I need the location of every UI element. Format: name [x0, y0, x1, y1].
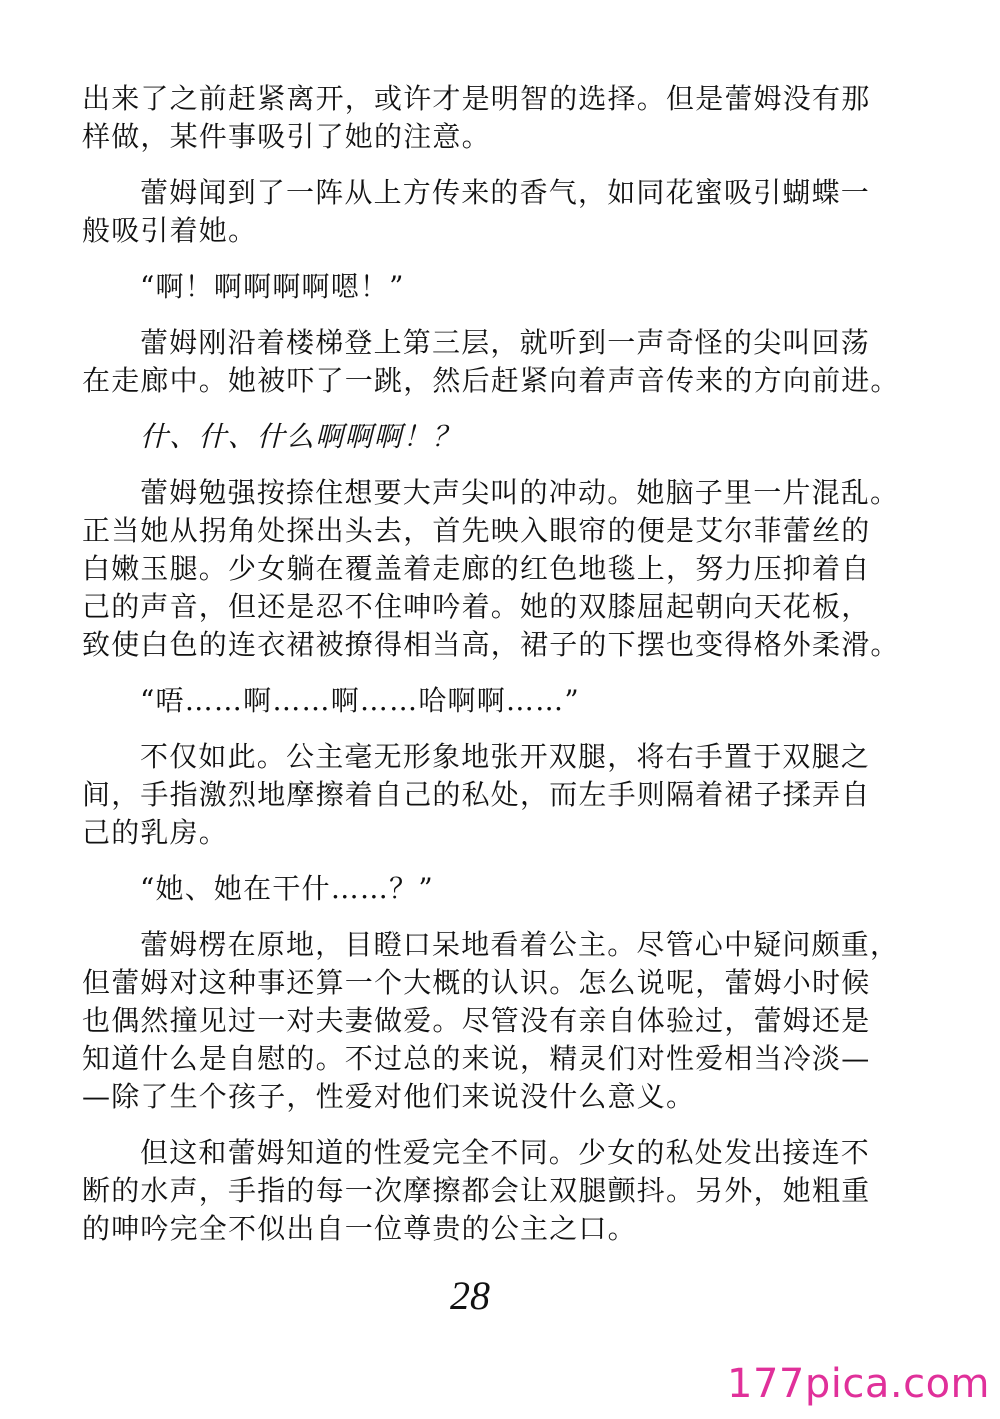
paragraph: [82, 324, 900, 400]
paragraph: [82, 174, 872, 250]
text-line: “唔……啊……啊……哈啊啊……”: [140, 684, 580, 717]
text-line: —除了生个孩子，性爱对他们来说没什么意义。: [82, 1080, 696, 1113]
text-line: 蕾姆勉强按捺住想要大声尖叫的冲动。她脑子里一片混乱。: [140, 476, 900, 509]
text-line: 也偶然撞见过一对夫妻做爱。尽管没有亲自体验过，蕾姆还是: [82, 1004, 871, 1037]
paragraph: [82, 268, 872, 306]
text-line: 蕾姆刚沿着楼梯登上第三层，就听到一声奇怪的尖叫回荡: [140, 326, 871, 359]
text-line: 致使白色的连衣裙被撩得相当高，裙子的下摆也变得格外柔滑。: [82, 628, 900, 661]
text-line: 己的乳房。: [82, 816, 229, 849]
paragraph: [82, 870, 872, 908]
paragraph: [82, 474, 900, 664]
text-line: 在走廊中。她被吓了一跳，然后赶紧向着声音传来的方向前进。: [82, 364, 900, 397]
text-line: 断的水声，手指的每一次摩擦都会让双腿颤抖。另外，她粗重: [82, 1174, 871, 1207]
paragraph: [82, 682, 872, 720]
watermark-text: 177pica.com: [727, 1361, 990, 1407]
paragraph: [82, 738, 872, 852]
text-line: 不仅如此。公主毫无形象地张开双腿，将右手置于双腿之: [140, 740, 871, 773]
text-line: 但这和蕾姆知道的性爱完全不同。少女的私处发出接连不: [140, 1136, 871, 1169]
text-line: 出来了之前赶紧离开，或许才是明智的选择。但是蕾姆没有那: [82, 82, 871, 115]
page-number: 28: [450, 1273, 490, 1318]
body-text: [82, 80, 900, 1266]
text-line: “她、她在干什……？”: [140, 872, 434, 905]
paragraph: [82, 80, 872, 156]
text-line: 白嫩玉腿。少女躺在覆盖着走廊的红色地毯上，努力压抑着自: [82, 552, 871, 585]
text-line: 蕾姆楞在原地，目瞪口呆地看着公主。尽管心中疑问颇重，: [140, 928, 900, 961]
text-line: 正当她从拐角处探出头去，首先映入眼帘的便是艾尔菲蕾丝的: [82, 514, 871, 547]
text-line: 间，手指激烈地摩擦着自己的私处，而左手则隔着裙子揉弄自: [82, 778, 871, 811]
text-line: 蕾姆闻到了一阵从上方传来的香气，如同花蜜吸引蝴蝶一: [140, 176, 871, 209]
text-line: 样做，某件事吸引了她的注意。: [82, 120, 491, 153]
paragraph: [82, 418, 872, 456]
text-line: 般吸引着她。: [82, 214, 258, 247]
text-line: 什、什、什么啊啊啊！？: [140, 420, 462, 453]
text-line: “啊！啊啊啊啊嗯！”: [140, 270, 405, 303]
text-line: 知道什么是自慰的。不过总的来说，精灵们对性爱相当冷淡—: [82, 1042, 871, 1075]
paragraph: [82, 926, 900, 1116]
paragraph: [82, 1134, 872, 1248]
text-line: 的呻吟完全不似出自一位尊贵的公主之口。: [82, 1212, 637, 1245]
text-line: 但蕾姆对这种事还算一个大概的认识。怎么说呢，蕾姆小时候: [82, 966, 871, 999]
text-line: 己的声音，但还是忍不住呻吟着。她的双膝屈起朝向天花板，: [82, 590, 871, 623]
